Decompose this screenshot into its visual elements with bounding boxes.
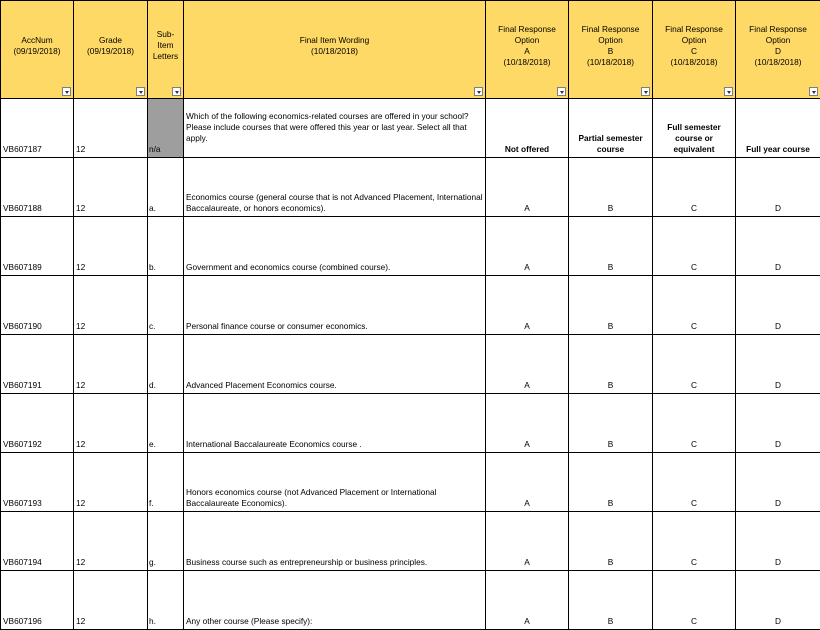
sub-item-cell[interactable]: f. bbox=[148, 453, 184, 512]
option-b-cell[interactable]: B bbox=[569, 571, 653, 630]
grade-cell[interactable]: 12 bbox=[74, 335, 148, 394]
wording-cell[interactable]: International Baccalaureate Economics course . bbox=[184, 394, 486, 453]
header-sub-item-letters: Sub- Item Letters bbox=[148, 1, 184, 99]
table-row bbox=[1, 512, 820, 571]
table-row bbox=[1, 453, 820, 512]
sub-item-cell[interactable]: c. bbox=[148, 276, 184, 335]
table-row bbox=[1, 99, 820, 158]
accnum-cell[interactable]: VB607193 bbox=[1, 453, 74, 512]
accnum-cell[interactable]: VB607190 bbox=[1, 276, 74, 335]
filter-dropdown-icon[interactable] bbox=[809, 87, 818, 96]
grade-cell[interactable]: 12 bbox=[74, 276, 148, 335]
option-b-cell[interactable]: B bbox=[569, 512, 653, 571]
sub-item-cell[interactable]: d. bbox=[148, 335, 184, 394]
filter-dropdown-icon[interactable] bbox=[474, 87, 483, 96]
header-grade: Grade (09/19/2018) bbox=[74, 1, 148, 99]
option-d-cell[interactable]: D bbox=[736, 512, 820, 571]
table-row bbox=[1, 276, 820, 335]
option-a-cell[interactable]: A bbox=[486, 335, 569, 394]
header-option-b: Final Response Option B (10/18/2018) bbox=[569, 1, 653, 99]
option-b-cell[interactable]: B bbox=[569, 394, 653, 453]
option-a-cell[interactable]: A bbox=[486, 394, 569, 453]
option-c-cell[interactable]: C bbox=[653, 394, 736, 453]
option-d-cell[interactable]: D bbox=[736, 276, 820, 335]
option-d-cell[interactable]: D bbox=[736, 453, 820, 512]
option-c-cell[interactable]: C bbox=[653, 217, 736, 276]
sub-item-cell[interactable]: h. bbox=[148, 571, 184, 630]
wording-cell[interactable]: Government and economics course (combined course). bbox=[184, 217, 486, 276]
accnum-cell[interactable]: VB607188 bbox=[1, 158, 74, 217]
option-c-cell[interactable]: C bbox=[653, 453, 736, 512]
grade-cell[interactable]: 12 bbox=[74, 99, 148, 158]
option-d-cell[interactable]: Full year course bbox=[736, 99, 820, 158]
header-option-c: Final Response Option C (10/18/2018) bbox=[653, 1, 736, 99]
option-d-cell[interactable]: D bbox=[736, 571, 820, 630]
accnum-cell[interactable]: VB607187 bbox=[1, 99, 74, 158]
sub-item-cell[interactable]: n/a bbox=[148, 99, 184, 158]
filter-dropdown-icon[interactable] bbox=[557, 87, 566, 96]
filter-dropdown-icon[interactable] bbox=[62, 87, 71, 96]
sub-item-cell[interactable]: b. bbox=[148, 217, 184, 276]
wording-cell[interactable]: Business course such as entrepreneurship or business principles. bbox=[184, 512, 486, 571]
option-a-cell[interactable]: Not offered bbox=[486, 99, 569, 158]
option-c-cell[interactable]: C bbox=[653, 335, 736, 394]
accnum-cell[interactable]: VB607192 bbox=[1, 394, 74, 453]
header-option-a: Final Response Option A (10/18/2018) bbox=[486, 1, 569, 99]
grade-cell[interactable]: 12 bbox=[74, 571, 148, 630]
option-d-cell[interactable]: D bbox=[736, 158, 820, 217]
wording-cell[interactable]: Honors economics course (not Advanced Placement or International Baccalaureate Economics). bbox=[184, 453, 486, 512]
wording-cell[interactable]: Any other course (Please specify): bbox=[184, 571, 486, 630]
sub-item-cell[interactable]: e. bbox=[148, 394, 184, 453]
option-a-cell[interactable]: A bbox=[486, 276, 569, 335]
option-b-cell[interactable]: B bbox=[569, 217, 653, 276]
accnum-cell[interactable]: VB607194 bbox=[1, 512, 74, 571]
table-row bbox=[1, 217, 820, 276]
option-c-cell[interactable]: C bbox=[653, 276, 736, 335]
option-c-cell[interactable]: C bbox=[653, 512, 736, 571]
option-a-cell[interactable]: A bbox=[486, 453, 569, 512]
header-final-item-wording: Final Item Wording (10/18/2018) bbox=[184, 1, 486, 99]
option-c-cell[interactable]: Full semester course or equivalent bbox=[653, 99, 736, 158]
option-a-cell[interactable]: A bbox=[486, 571, 569, 630]
grade-cell[interactable]: 12 bbox=[74, 512, 148, 571]
accnum-cell[interactable]: VB607191 bbox=[1, 335, 74, 394]
option-d-cell[interactable]: D bbox=[736, 217, 820, 276]
filter-dropdown-icon[interactable] bbox=[136, 87, 145, 96]
table-row bbox=[1, 335, 820, 394]
accnum-cell[interactable]: VB607189 bbox=[1, 217, 74, 276]
table-row bbox=[1, 158, 820, 217]
filter-dropdown-icon[interactable] bbox=[172, 87, 181, 96]
wording-cell[interactable]: Which of the following economics-related courses are offered in your school? Please include courses that were offered this year or last year. Select all that apply. bbox=[184, 99, 486, 158]
header-row bbox=[1, 1, 820, 99]
option-a-cell[interactable]: A bbox=[486, 512, 569, 571]
option-c-cell[interactable]: C bbox=[653, 571, 736, 630]
filter-dropdown-icon[interactable] bbox=[641, 87, 650, 96]
header-option-d: Final Response Option D (10/18/2018) bbox=[736, 1, 820, 99]
sub-item-cell[interactable]: g. bbox=[148, 512, 184, 571]
option-b-cell[interactable]: Partial semester course bbox=[569, 99, 653, 158]
filter-dropdown-icon[interactable] bbox=[724, 87, 733, 96]
grade-cell[interactable]: 12 bbox=[74, 453, 148, 512]
option-b-cell[interactable]: B bbox=[569, 158, 653, 217]
option-a-cell[interactable]: A bbox=[486, 217, 569, 276]
option-c-cell[interactable]: C bbox=[653, 158, 736, 217]
option-b-cell[interactable]: B bbox=[569, 335, 653, 394]
grade-cell[interactable]: 12 bbox=[74, 158, 148, 217]
grade-cell[interactable]: 12 bbox=[74, 217, 148, 276]
option-b-cell[interactable]: B bbox=[569, 453, 653, 512]
option-d-cell[interactable]: D bbox=[736, 394, 820, 453]
accnum-cell[interactable]: VB607196 bbox=[1, 571, 74, 630]
wording-cell[interactable]: Advanced Placement Economics course. bbox=[184, 335, 486, 394]
table-row bbox=[1, 571, 820, 630]
header-accnum: AccNum (09/19/2018) bbox=[1, 1, 74, 99]
table-row bbox=[1, 394, 820, 453]
wording-cell[interactable]: Personal finance course or consumer economics. bbox=[184, 276, 486, 335]
option-a-cell[interactable]: A bbox=[486, 158, 569, 217]
option-b-cell[interactable]: B bbox=[569, 276, 653, 335]
sub-item-cell[interactable]: a. bbox=[148, 158, 184, 217]
grade-cell[interactable]: 12 bbox=[74, 394, 148, 453]
wording-cell[interactable]: Economics course (general course that is not Advanced Placement, International Baccalaureate, or honors economics). bbox=[184, 158, 486, 217]
option-d-cell[interactable]: D bbox=[736, 335, 820, 394]
